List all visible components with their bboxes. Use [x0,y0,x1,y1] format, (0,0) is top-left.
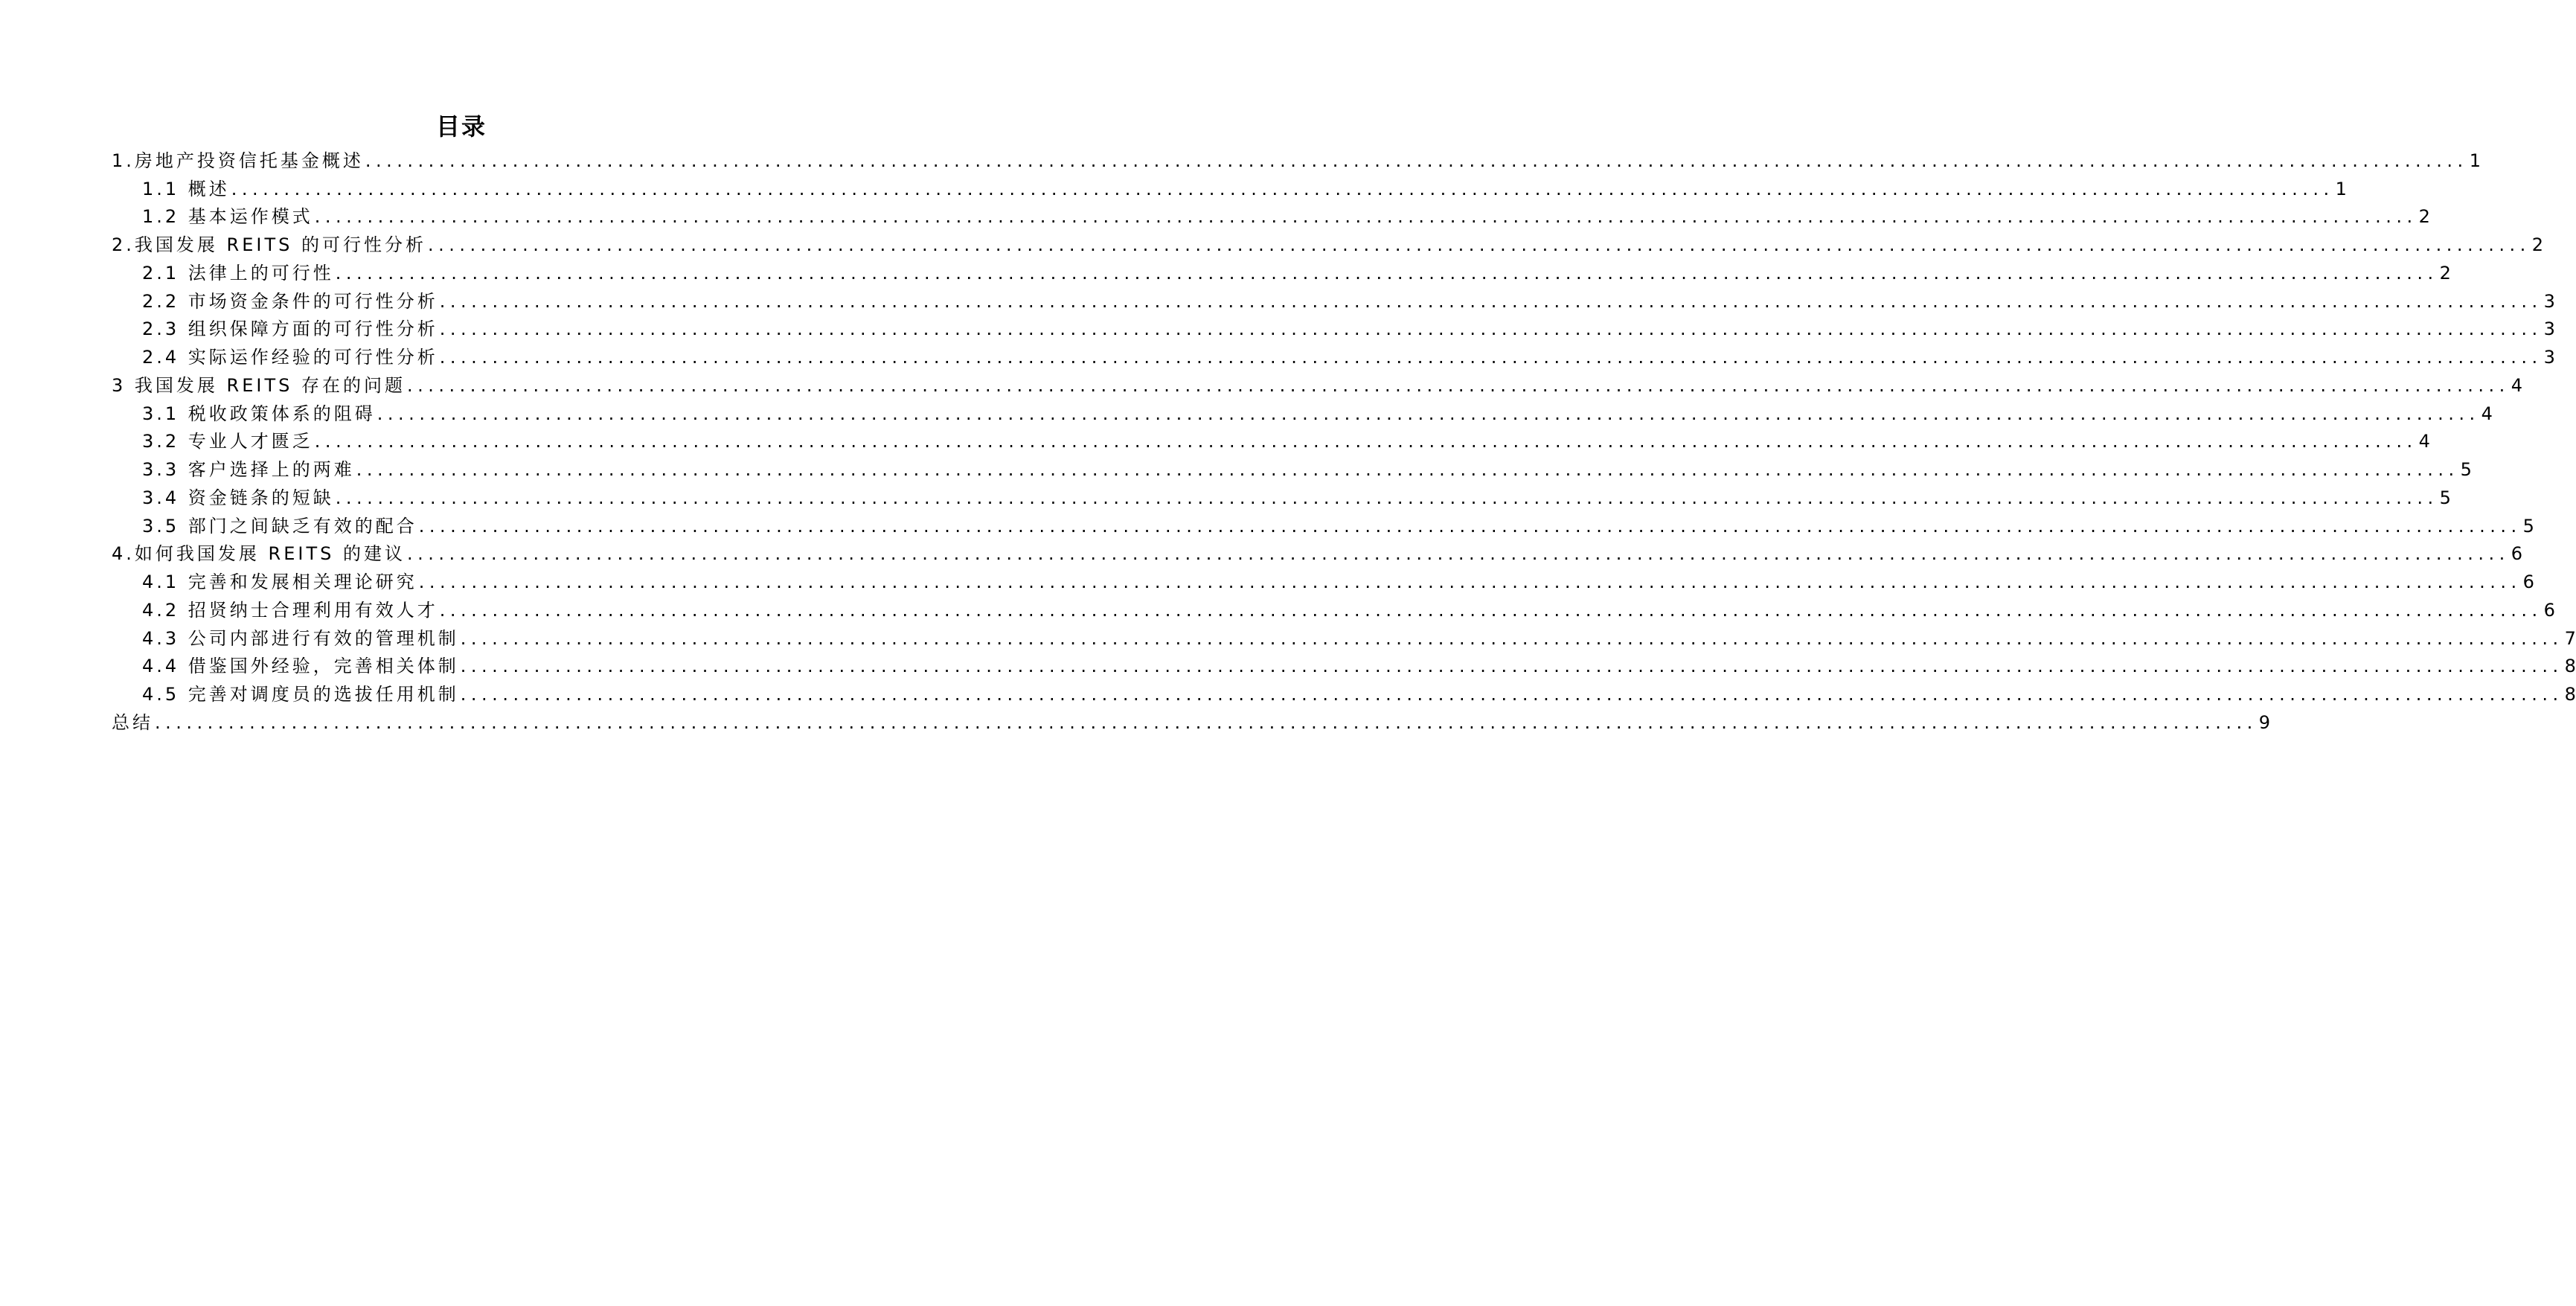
toc-entry[interactable] [112,397,2493,425]
toc-entry[interactable] [112,621,2576,650]
toc-entry[interactable] [112,340,2555,368]
toc-entry[interactable] [112,425,2430,453]
toc-dot-leader: ........................................................................................................................................................................................................ [439,347,2543,368]
toc-dot-leader: ........................................................................................................................................................................................................ [314,206,2418,228]
toc-entry-label: 4.5 完善对调度员的选拔任用机制 [142,684,459,705]
toc-dot-leader: ........................................................................................................................................................................................................ [460,627,2563,649]
toc-entry[interactable] [112,650,2576,678]
toc-entry-label: 3.1 税收政策体系的阻碍 [142,403,376,424]
toc-entry[interactable] [112,537,2523,566]
toc-entry[interactable] [112,200,2430,228]
toc-entry-label: 4.1 完善和发展相关理论研究 [142,572,417,592]
toc-dot-leader: ........................................................................................................................................................................................................ [335,262,2438,284]
toc-entry[interactable] [112,705,2271,734]
toc-dot-leader: ........................................................................................................................................................................................................ [377,403,2480,424]
toc-entry[interactable] [112,481,2451,509]
toc-entry-label: 总结 [112,711,153,733]
toc-entry-page-number: 5 [2522,515,2534,537]
toc-dot-leader: ........................................................................................................................................................................................................ [231,178,2334,199]
toc-dot-leader: ........................................................................................................................................................................................................ [439,599,2543,621]
toc-entry-label: 4.2 招贤纳士合理利用有效人才 [142,599,438,621]
toc-entry[interactable] [112,452,2472,481]
toc-entry-label: 1.2 基本运作模式 [142,206,313,228]
toc-entry[interactable] [112,565,2534,593]
toc-entry-label: 3.5 部门之间缺乏有效的配合 [142,515,417,537]
toc-entry-page-number: 5 [2460,459,2472,480]
toc-entry-label: 2.1 法律上的可行性 [142,262,334,284]
toc-entry-page-number: 6 [2511,543,2523,565]
toc-entry-label: 3.2 专业人才匮乏 [142,431,313,452]
toc-entry-label: 4.3 公司内部进行有效的管理机制 [142,627,459,649]
toc-entry-label: 4.如何我国发展 REITS 的建议 [112,543,406,565]
toc-entry-label: 2.4 实际运作经验的可行性分析 [142,347,438,368]
toc-entry[interactable] [112,313,2555,341]
toc-dot-leader: ........................................................................................................................................................................................................ [460,656,2563,677]
toc-list [112,144,2576,734]
toc-dot-leader: ........................................................................................................................................................................................................ [335,487,2438,508]
toc-entry-page-number: 8 [2564,656,2576,677]
toc-entry-label: 2.2 市场资金条件的可行性分析 [142,290,438,312]
toc-entry-page-number: 2 [2418,206,2430,228]
toc-entry-page-number: 9 [2258,711,2271,733]
toc-dot-leader: ........................................................................................................................................................................................................ [460,684,2563,705]
toc-entry-page-number: 7 [2564,627,2576,649]
toc-entry-label: 3.4 资金链条的短缺 [142,487,334,508]
toc-entry-page-number: 2 [2531,234,2544,255]
toc-dot-leader: ........................................................................................................................................................................................................ [418,572,2522,592]
toc-entry-page-number: 6 [2543,599,2555,621]
toc-dot-leader: ........................................................................................................................................................................................................ [406,374,2510,396]
toc-dot-leader: ........................................................................................................................................................................................................ [406,543,2510,565]
toc-entry-label: 3.3 客户选择上的两难 [142,459,355,480]
toc-entry[interactable] [112,256,2451,284]
toc-entry[interactable] [112,144,2481,172]
toc-entry-label: 1.房地产投资信托基金概述 [112,150,364,171]
toc-entry[interactable] [112,368,2523,397]
toc-entry-page-number: 3 [2543,290,2555,312]
toc-dot-leader: ........................................................................................................................................................................................................ [439,319,2543,340]
toc-entry-page-number: 3 [2543,347,2555,368]
toc-entry[interactable] [112,284,2555,313]
toc-dot-leader: ........................................................................................................................................................................................................ [427,234,2531,255]
toc-entry-page-number: 4 [2418,431,2430,452]
toc-dot-leader: ........................................................................................................................................................................................................ [439,290,2543,312]
toc-entry-page-number: 8 [2564,684,2576,705]
toc-entry-page-number: 4 [2511,374,2523,396]
toc-entry-page-number: 3 [2543,319,2555,340]
toc-entry-page-number: 5 [2439,487,2451,508]
toc-entry[interactable] [112,228,2544,256]
toc-entry[interactable] [112,509,2534,537]
toc-dot-leader: ........................................................................................................................................................................................................ [155,711,2258,733]
toc-entry-label: 4.4 借鉴国外经验，完善相关体制 [142,656,459,677]
toc-dot-leader: ........................................................................................................................................................................................................ [314,431,2418,452]
toc-entry[interactable] [112,172,2347,200]
toc-dot-leader: ........................................................................................................................................................................................................ [365,150,2468,171]
toc-entry-label: 2.我国发展 REITS 的可行性分析 [112,234,426,255]
toc-entry[interactable] [112,677,2576,705]
toc-entry[interactable] [112,593,2555,621]
toc-entry-label: 2.3 组织保障方面的可行性分析 [142,319,438,340]
toc-dot-leader: ........................................................................................................................................................................................................ [356,459,2459,480]
toc-title: 目录 [435,112,487,141]
toc-entry-page-number: 1 [2469,150,2481,171]
toc-entry-page-number: 2 [2439,262,2451,284]
toc-entry-label: 3 我国发展 REITS 存在的问题 [112,374,406,396]
toc-dot-leader: ........................................................................................................................................................................................................ [418,515,2522,537]
toc-entry-page-number: 6 [2522,572,2534,592]
toc-entry-page-number: 4 [2481,403,2493,424]
toc-entry-label: 1.1 概述 [142,178,230,199]
toc-entry-page-number: 1 [2335,178,2347,199]
